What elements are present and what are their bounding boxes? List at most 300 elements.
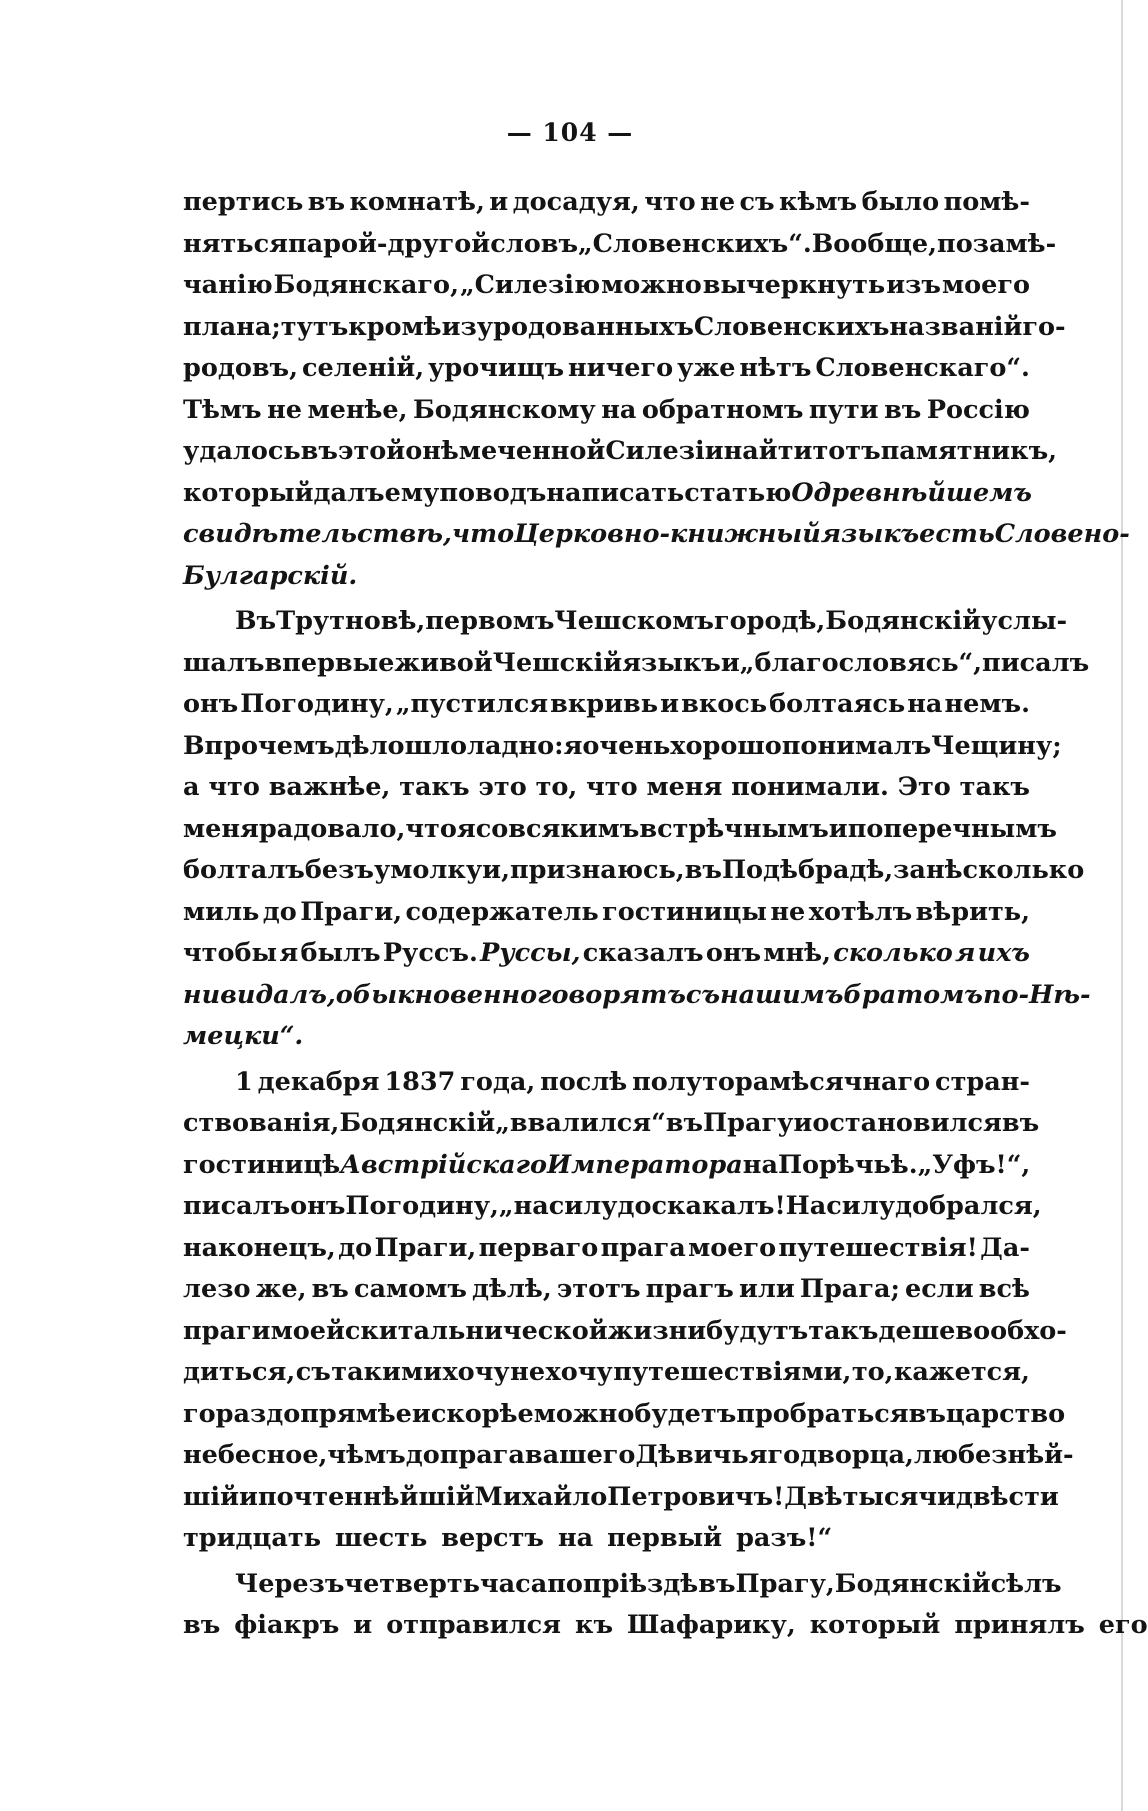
word: далъ bbox=[313, 477, 385, 508]
italic-word: что bbox=[451, 519, 515, 549]
text-line bbox=[183, 767, 1030, 809]
word: ему bbox=[384, 477, 440, 508]
word: го- bbox=[1022, 311, 1066, 342]
word: въ bbox=[684, 855, 722, 885]
word: Двѣ bbox=[784, 1481, 843, 1512]
word: если bbox=[905, 1274, 974, 1304]
word: доскакалъ! bbox=[617, 1191, 786, 1221]
word: названій bbox=[889, 311, 1023, 342]
italic-word: обыкновенно bbox=[335, 979, 538, 1010]
word: урочищъ bbox=[428, 353, 565, 383]
word: Словенскаго“. bbox=[815, 353, 1030, 383]
word: онъ bbox=[290, 1191, 346, 1221]
word: не bbox=[770, 896, 806, 927]
word: до bbox=[262, 896, 297, 927]
word: хорошо bbox=[670, 730, 782, 761]
text-line bbox=[183, 390, 1030, 432]
word: верстъ bbox=[441, 1523, 544, 1553]
word: „Словенскихъ“. bbox=[578, 228, 812, 259]
italic-word: Булгарскій. bbox=[183, 560, 358, 591]
word: принялъ bbox=[954, 1610, 1085, 1640]
word: въ bbox=[698, 1568, 736, 1599]
text-line bbox=[183, 933, 1030, 975]
paragraph bbox=[183, 182, 1130, 597]
word: няться bbox=[183, 228, 288, 259]
word: и bbox=[720, 647, 740, 678]
text-line bbox=[183, 182, 1030, 224]
text-line bbox=[183, 1311, 1067, 1353]
word: обратномъ bbox=[641, 394, 804, 425]
word: было bbox=[861, 187, 940, 217]
text-line bbox=[183, 1605, 1148, 1647]
word: мнѣ, bbox=[763, 938, 831, 968]
text-line bbox=[183, 892, 1030, 934]
word: шій bbox=[183, 1481, 240, 1512]
word: такъ bbox=[959, 772, 1030, 802]
word: тотъ bbox=[812, 436, 881, 466]
text-line bbox=[183, 473, 1030, 515]
word: услы- bbox=[981, 606, 1068, 636]
word: гостиницѣ bbox=[183, 1149, 341, 1180]
word: Прага; bbox=[799, 1274, 900, 1304]
word: Тѣмъ bbox=[183, 394, 262, 425]
word: вкривь bbox=[550, 689, 659, 719]
word: меня bbox=[646, 772, 723, 802]
word: что bbox=[208, 772, 260, 802]
word: моей bbox=[270, 1315, 345, 1346]
word: плана; bbox=[183, 311, 281, 342]
word: городѣ, bbox=[714, 606, 826, 636]
word: Петровичъ! bbox=[607, 1481, 785, 1512]
word: такими bbox=[331, 1357, 443, 1387]
word: „ввалился“ bbox=[495, 1108, 666, 1138]
word: фіакръ bbox=[234, 1610, 340, 1640]
word: хочу bbox=[545, 1357, 613, 1387]
word: языкъ bbox=[622, 647, 721, 678]
word: радовало, bbox=[258, 813, 406, 844]
word: очень bbox=[582, 730, 671, 761]
word: онъ bbox=[183, 689, 239, 719]
word: шло bbox=[404, 730, 467, 761]
word: кажется, bbox=[893, 1357, 1030, 1387]
word: и bbox=[828, 813, 848, 844]
word: моего bbox=[688, 1232, 777, 1263]
page-edge-line bbox=[1121, 0, 1123, 1811]
text-line bbox=[183, 1352, 1030, 1394]
text-line bbox=[183, 1518, 1030, 1560]
word: ствованія, bbox=[183, 1108, 340, 1138]
text-line bbox=[183, 265, 1030, 307]
word: досадуя, bbox=[512, 187, 640, 217]
word: въ bbox=[884, 394, 922, 425]
word: кромѣ bbox=[348, 311, 442, 342]
word: дѣло bbox=[334, 730, 405, 761]
text-line bbox=[183, 1062, 1030, 1104]
word: гостиницы bbox=[602, 896, 767, 927]
word: „насилу bbox=[498, 1191, 618, 1221]
page-number: — 104 — bbox=[506, 118, 634, 147]
word: же, bbox=[255, 1274, 307, 1304]
word: въ bbox=[307, 187, 346, 217]
word: и bbox=[353, 1610, 373, 1640]
word: что bbox=[586, 772, 638, 802]
word: я bbox=[279, 938, 299, 968]
word: пертись bbox=[183, 187, 304, 217]
word: Порѣчьѣ. bbox=[777, 1149, 918, 1180]
text-line bbox=[183, 1269, 1030, 1311]
word: прагъ bbox=[645, 1274, 734, 1304]
text-line bbox=[183, 431, 1058, 473]
word: и bbox=[239, 1481, 258, 1512]
word: „Силезію bbox=[459, 270, 601, 300]
word: то, bbox=[851, 1357, 894, 1387]
word: Подѣбрадѣ, bbox=[721, 855, 894, 885]
word: стран- bbox=[935, 1066, 1030, 1097]
word: съ bbox=[295, 1357, 331, 1387]
word: путешествіями, bbox=[613, 1357, 852, 1387]
word: онѣмеченной bbox=[405, 436, 606, 466]
word: можно bbox=[533, 1398, 635, 1429]
paragraph bbox=[183, 1062, 1074, 1560]
text-line bbox=[183, 348, 1030, 390]
word: на bbox=[742, 1149, 778, 1180]
word: Чещину; bbox=[931, 730, 1062, 761]
italic-word: Императора bbox=[546, 1149, 743, 1180]
word: поперечнымъ bbox=[847, 813, 1057, 844]
word: что bbox=[644, 187, 696, 217]
word: гораздо bbox=[183, 1398, 301, 1429]
word: что bbox=[405, 813, 457, 844]
word: чѣмъ bbox=[327, 1440, 406, 1470]
word: будетъ bbox=[634, 1398, 737, 1429]
word: это bbox=[478, 772, 527, 802]
word: статью bbox=[684, 477, 792, 508]
word: моего bbox=[941, 270, 1030, 300]
word: Впрочемъ bbox=[183, 730, 335, 761]
word: „пустился bbox=[395, 689, 549, 719]
italic-word: братомъ bbox=[843, 979, 983, 1010]
word: немъ. bbox=[944, 689, 1030, 719]
word: лезо bbox=[183, 1274, 251, 1304]
word: самомъ bbox=[353, 1274, 467, 1304]
word: будутъ bbox=[706, 1315, 809, 1346]
word: жизни bbox=[607, 1315, 707, 1346]
word: шесть bbox=[335, 1523, 428, 1553]
word: болтаясь bbox=[769, 689, 906, 719]
word: нѣтъ bbox=[739, 353, 812, 383]
word: съ bbox=[739, 187, 775, 217]
italic-word: ни bbox=[183, 979, 221, 1010]
word: изъ bbox=[886, 270, 941, 300]
word: Чешскомъ bbox=[554, 606, 714, 636]
word: послѣ bbox=[540, 1066, 628, 1097]
word: декабря bbox=[257, 1066, 380, 1097]
text-line bbox=[183, 1186, 1042, 1228]
italic-word: по-Нѣ- bbox=[982, 979, 1091, 1010]
word: прямѣе bbox=[300, 1398, 412, 1429]
word: къ bbox=[575, 1610, 614, 1640]
word: болталъ bbox=[183, 855, 305, 885]
word: дѣлѣ, bbox=[472, 1274, 552, 1304]
word: Прагу, bbox=[735, 1568, 835, 1599]
word: полуторамѣсячнаго bbox=[632, 1066, 931, 1097]
word: такъ bbox=[808, 1315, 879, 1346]
italic-word: мецки“. bbox=[183, 1021, 304, 1051]
word: писалъ bbox=[183, 1191, 291, 1221]
word: Руссъ. bbox=[382, 938, 478, 968]
word: его bbox=[1098, 1610, 1148, 1640]
word: четверть bbox=[344, 1568, 480, 1599]
word: былъ bbox=[300, 938, 381, 968]
word: такъ bbox=[399, 772, 470, 802]
word: всякимъ bbox=[508, 813, 640, 844]
italic-word: О bbox=[791, 477, 814, 508]
text-line bbox=[183, 975, 1091, 1017]
word: Да- bbox=[980, 1232, 1030, 1263]
word: Вообще, bbox=[811, 228, 938, 259]
word: отправился bbox=[386, 1610, 562, 1640]
word: и bbox=[411, 1398, 431, 1429]
word: со bbox=[475, 813, 509, 844]
word: пріѣздѣ bbox=[582, 1568, 699, 1599]
text-line bbox=[183, 1145, 1030, 1187]
word: путешествія! bbox=[778, 1232, 978, 1263]
word: 1837 bbox=[384, 1066, 456, 1097]
word: и, bbox=[482, 855, 510, 885]
word: остановился bbox=[812, 1108, 1002, 1138]
text-line bbox=[183, 224, 1057, 266]
word: тутъ bbox=[280, 311, 349, 342]
word: чтобы bbox=[183, 938, 278, 968]
italic-word: Руссы, bbox=[480, 938, 581, 968]
word: перваго bbox=[478, 1232, 599, 1263]
word: безъ bbox=[304, 855, 374, 885]
text-line bbox=[183, 1103, 1040, 1145]
word: хотѣлъ bbox=[808, 896, 913, 927]
text-line bbox=[183, 514, 1130, 556]
word: Бодянскій bbox=[834, 1568, 991, 1599]
word: за bbox=[893, 855, 926, 885]
word: первомъ bbox=[425, 606, 555, 636]
word: пути bbox=[808, 394, 879, 425]
word: Трутновѣ, bbox=[276, 606, 426, 636]
word: на bbox=[907, 689, 943, 719]
word: любезнѣй- bbox=[913, 1440, 1074, 1470]
word: Михайло bbox=[474, 1481, 608, 1512]
word: меня bbox=[183, 813, 259, 844]
word: а bbox=[183, 772, 200, 802]
word: всѣ bbox=[978, 1274, 1030, 1304]
word: года, bbox=[460, 1066, 536, 1097]
word: вѣрить, bbox=[915, 896, 1030, 927]
text-line bbox=[183, 601, 1068, 643]
text-line bbox=[183, 556, 1030, 598]
text-line bbox=[183, 1394, 1066, 1436]
word: этой bbox=[337, 436, 406, 466]
word: Насилу bbox=[785, 1191, 896, 1221]
word: шалъ bbox=[183, 647, 265, 678]
word: помѣ- bbox=[943, 187, 1030, 217]
text-line bbox=[183, 1435, 1074, 1477]
word: парой-другой bbox=[287, 228, 491, 259]
word: ладно: bbox=[466, 730, 564, 761]
word: небесное, bbox=[183, 1440, 328, 1470]
text-line bbox=[183, 1016, 1030, 1058]
word: не bbox=[510, 1357, 546, 1387]
italic-word: ихъ bbox=[977, 938, 1030, 968]
text-line bbox=[183, 1228, 1030, 1270]
word: поводъ bbox=[439, 477, 547, 508]
word: въ bbox=[183, 1610, 221, 1640]
italic-word: видалъ, bbox=[220, 979, 336, 1010]
italic-word: съ bbox=[685, 979, 720, 1010]
word: до bbox=[338, 1232, 373, 1263]
italic-word: нашимъ bbox=[720, 979, 844, 1010]
text-line bbox=[183, 684, 1030, 726]
word: въ bbox=[665, 1108, 704, 1138]
word: сказалъ bbox=[582, 938, 704, 968]
italic-word: есть bbox=[919, 519, 995, 549]
word: родовъ, bbox=[183, 353, 298, 383]
word: который bbox=[809, 1610, 941, 1640]
italic-word: сколько bbox=[833, 938, 953, 968]
word: писалъ bbox=[982, 647, 1090, 678]
italic-word: древнѣйшемъ bbox=[813, 477, 1032, 508]
word: понимали. bbox=[731, 772, 889, 802]
word: Прагу bbox=[703, 1108, 794, 1138]
word: Праги, bbox=[300, 896, 403, 927]
word: Въ bbox=[235, 606, 277, 636]
word: до bbox=[405, 1440, 440, 1470]
word: найти bbox=[723, 436, 813, 466]
italic-word: я bbox=[955, 938, 976, 968]
word: прага bbox=[600, 1232, 686, 1263]
word: Бодянскій bbox=[339, 1108, 496, 1138]
word: содержатель bbox=[405, 896, 599, 927]
italic-word: Церковно-книжный bbox=[514, 519, 821, 549]
text-line bbox=[183, 726, 1062, 768]
italic-word: свидѣтельствѣ, bbox=[183, 519, 452, 549]
word: дворца, bbox=[800, 1440, 914, 1470]
word: Черезъ bbox=[235, 1568, 345, 1599]
word: можно bbox=[601, 270, 702, 300]
word: я bbox=[563, 730, 583, 761]
word: менѣе, bbox=[307, 394, 408, 425]
italic-word: Австрійскаго bbox=[340, 1149, 547, 1180]
word: онъ bbox=[705, 938, 762, 968]
word: вкось bbox=[681, 689, 768, 719]
word: миль bbox=[183, 896, 260, 927]
word: скитальнической bbox=[344, 1315, 608, 1346]
word: почтеннѣйшій bbox=[257, 1481, 475, 1512]
paragraph bbox=[183, 601, 1091, 1058]
word: признаюсь, bbox=[509, 855, 685, 885]
word: первый bbox=[607, 1523, 723, 1553]
text-line bbox=[183, 643, 1090, 685]
word: Дѣвичьяго bbox=[635, 1440, 801, 1470]
word: и bbox=[793, 1108, 813, 1138]
word: Это bbox=[897, 772, 951, 802]
word: обхо- bbox=[990, 1315, 1067, 1346]
word: понималъ bbox=[781, 730, 932, 761]
word: Погодину, bbox=[345, 1191, 499, 1221]
italic-word: Словено- bbox=[994, 519, 1130, 549]
word: удалось bbox=[183, 436, 301, 466]
word: нѣсколько bbox=[925, 855, 1085, 885]
word: наконецъ, bbox=[183, 1232, 336, 1263]
text-line bbox=[183, 850, 1085, 892]
word: словъ bbox=[490, 228, 579, 259]
word: изуродованныхъ bbox=[441, 311, 694, 342]
word: и bbox=[489, 187, 509, 217]
paragraph bbox=[183, 1564, 1148, 1647]
word: часа bbox=[479, 1568, 548, 1599]
word: Россію bbox=[926, 394, 1030, 425]
book-text bbox=[183, 182, 1148, 1647]
word: написать bbox=[546, 477, 685, 508]
word: въ bbox=[300, 436, 338, 466]
word: Праги, bbox=[374, 1232, 477, 1263]
word: кѣмъ bbox=[779, 187, 858, 217]
word: Шафарику, bbox=[627, 1610, 796, 1640]
word: на bbox=[557, 1523, 594, 1553]
word: я bbox=[456, 813, 476, 844]
word: уже bbox=[677, 353, 736, 383]
word: встрѣчнымъ bbox=[639, 813, 829, 844]
word: на bbox=[601, 394, 637, 425]
word: памятникъ, bbox=[880, 436, 1058, 466]
word: разъ!“ bbox=[736, 1523, 833, 1553]
word: прага bbox=[439, 1440, 525, 1470]
word: диться, bbox=[183, 1357, 296, 1387]
word: комнатѣ, bbox=[349, 187, 485, 217]
word: не bbox=[267, 394, 302, 425]
word: „благословясь“, bbox=[739, 647, 983, 678]
word: Словенскихъ bbox=[693, 311, 890, 342]
word: этотъ bbox=[556, 1274, 641, 1304]
italic-word: говорятъ bbox=[537, 979, 686, 1010]
word: селеній, bbox=[302, 353, 425, 383]
word: 1 bbox=[235, 1066, 253, 1097]
word: дешево bbox=[878, 1315, 991, 1346]
word: Бодянскій bbox=[825, 606, 982, 636]
word: чанію bbox=[183, 270, 273, 300]
word: Силезіи bbox=[605, 436, 724, 466]
word: умолку bbox=[373, 855, 483, 885]
word: въ bbox=[311, 1274, 349, 1304]
word: то, bbox=[535, 772, 578, 802]
word: двѣсти bbox=[955, 1481, 1059, 1512]
word: Погодину, bbox=[240, 689, 394, 719]
word: тысячи bbox=[842, 1481, 956, 1512]
word: не bbox=[700, 187, 736, 217]
word: ничего bbox=[568, 353, 674, 383]
word: хочу bbox=[442, 1357, 510, 1387]
word: Бодянскаго, bbox=[273, 270, 459, 300]
italic-word: языкъ bbox=[820, 519, 920, 549]
word: важнѣе, bbox=[268, 772, 391, 802]
word: замѣ- bbox=[972, 228, 1057, 259]
word: праги bbox=[183, 1315, 271, 1346]
text-line bbox=[183, 1564, 1062, 1606]
text-line bbox=[183, 1477, 1059, 1519]
word: Бодянскому bbox=[413, 394, 596, 425]
word: „Уфъ!“, bbox=[917, 1149, 1031, 1180]
word: въ bbox=[908, 1398, 946, 1429]
word: царство bbox=[945, 1398, 1066, 1429]
word: пробраться bbox=[736, 1398, 909, 1429]
word: по bbox=[547, 1568, 583, 1599]
